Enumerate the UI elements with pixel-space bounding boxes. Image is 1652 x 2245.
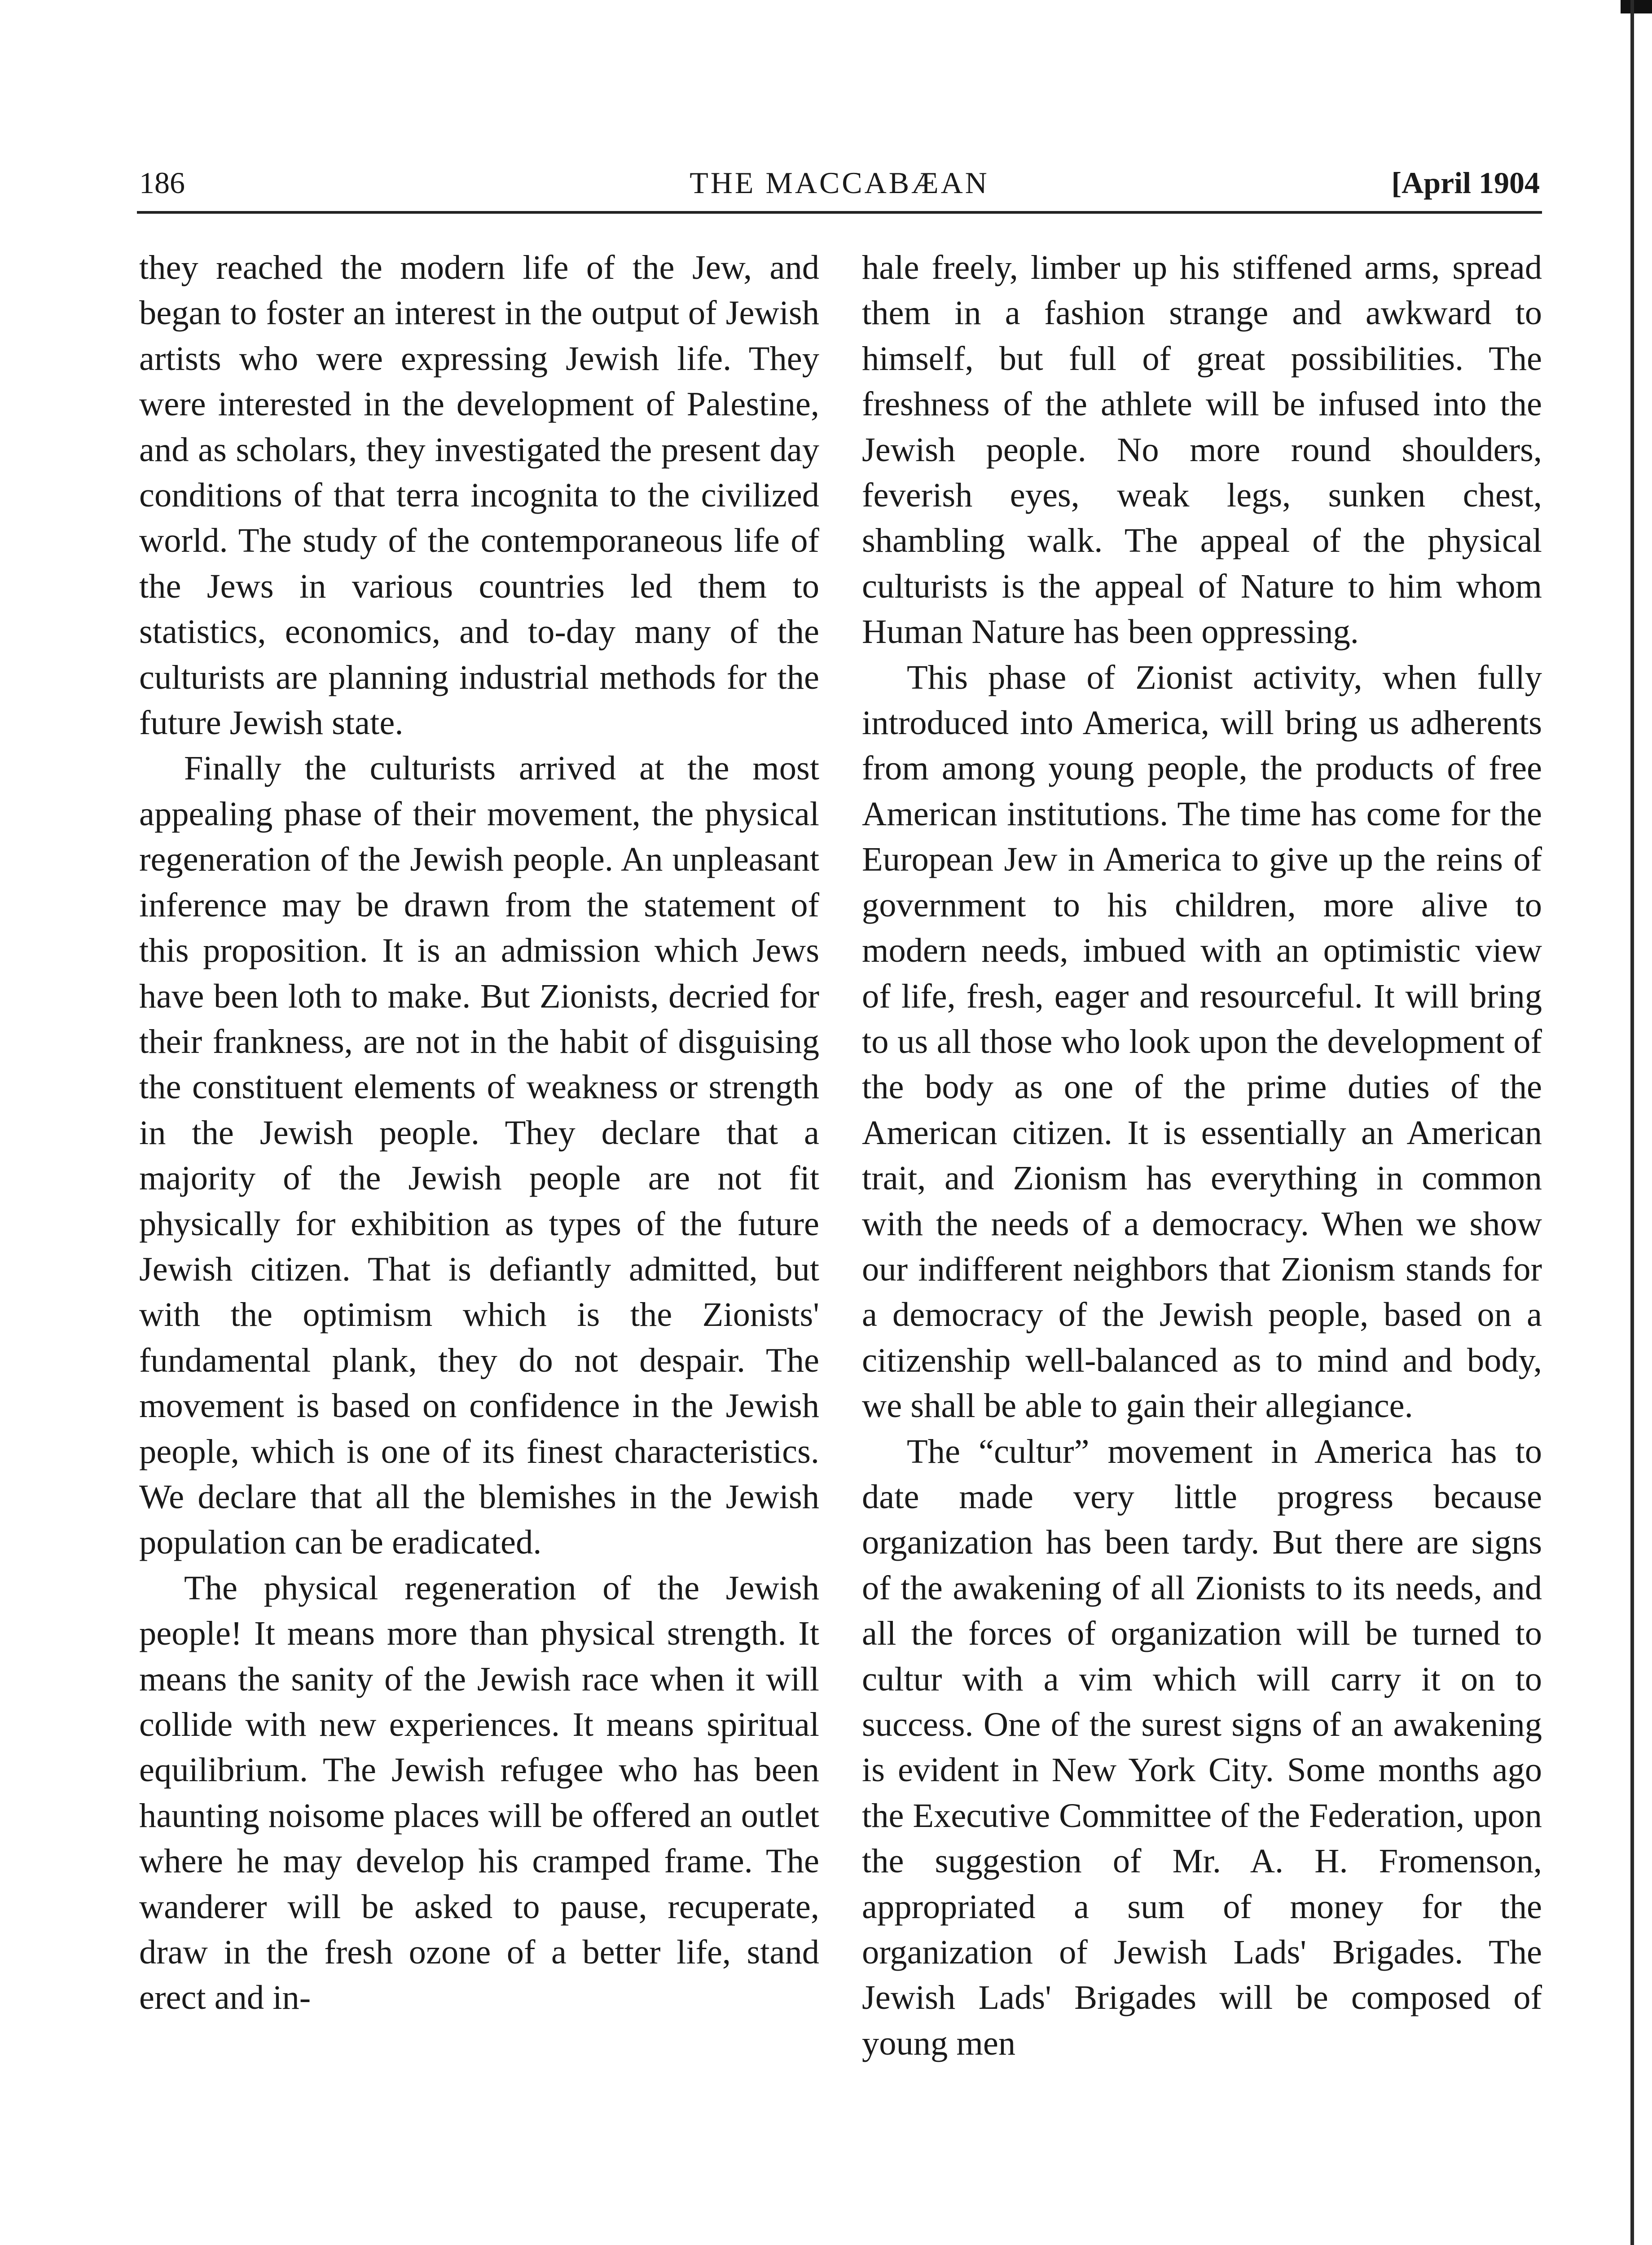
- paragraph-physical-regeneration: Finally the culturists arrived at the most appealing phase of their movement, the physical regeneration of the Jewish people. An unpleasant inference may be drawn from the statement of this proposition. It is an admission which Jews have been loth to make. But Zionists, decried for their frankness, are not in the habit of disguising the constituent elements of weakness or strength in the Jewish people. They declare that a majority of the Jewish people are not fit physically for exhibition as types of the future Jewish citizen. That is defiantly admitted, but with the optimism which is the Zionists' fundamental plank, they do not despair. The movement is based on confidence in the Jewish people, which is one of its finest characteristics. We declare that all the blemishes in the Jewish population can be eradicated.: [139, 749, 819, 1562]
- right-column: [862, 245, 1542, 2066]
- paragraph-breathe-freely: hale freely, limber up his stiffened arms, spread them in a fashion strange and awkward to himself, but full of great possibilities. The freshness of the athlete will be infused into the Jewish people. No more round shoulders, feverish eyes, weak legs, sunken chest, shambling walk. The appeal of the physical culturists is the appeal of Nature to him whom Human Nature has been oppressing.: [862, 248, 1542, 651]
- journal-title: THE MACCABÆAN: [690, 166, 989, 200]
- running-header: [139, 165, 1540, 215]
- paragraph-meaning-of-regeneration: The physical regeneration of the Jewish people! It means more than physical strength. It means the sanity of the Jewish race when it will collide with new experiences. It means spiritual equilibrium. The Jewish refugee who has been haunting noisome places will be offered an outlet where he may develop his cramped frame. The wanderer will be asked to pause, recuperate, draw in the fresh ozone of a better life, stand erect and in-: [139, 1568, 819, 2017]
- paragraph-cultur-movement: The “cultur” movement in America has to date made very little progress because organization has been tardy. But there are signs of the awakening of all Zionists to its needs, and all the forces of organization will be turned to cultur with a vim which will carry it on to success. One of the surest signs of an awakening is evident in New York City. Some months ago the Executive Committee of the Federation, upon the suggestion of Mr. A. H. Fromenson, appropriated a sum of money for the organization of Jewish Lads' Brigades. The Jewish Lads' Brigades will be composed of young men: [862, 1432, 1542, 2062]
- header-rule: [137, 211, 1542, 214]
- left-column: [139, 245, 819, 2020]
- issue-date: [April 1904: [1391, 166, 1540, 200]
- scan-corner-mark: [1621, 0, 1652, 13]
- page-number: 186: [139, 166, 185, 200]
- paragraph-zionist-activity: This phase of Zionist activity, when fully introduced into America, will bring us adherents from among young people, the products of free American institutions. The time has come for the European Jew in America to give up the reins of government to his children, more alive to modern needs, imbued with an optimistic view of life, fresh, eager and resourceful. It will bring to us all those who look upon the development of the body as one of the prime duties of the American citizen. It is essentially an American trait, and Zionism has everything in common with the needs of a democracy. When we show our indifferent neighbors that Zionism stands for a democracy of the Jewish people, based on a citizenship well-balanced as to mind and body, we shall be able to gain their allegiance.: [862, 658, 1542, 1425]
- paragraph-continued: they reached the modern life of the Jew, and began to foster an interest in the output of Jewish artists who were expressing Jewish life. They were interested in the development of Palestine, and as scholars, they investigated the present day conditions of that terra incognita to the civilized world. The study of the contemporaneous life of the Jews in various countries led them to statistics, economics, and to-day many of the culturists are planning industrial methods for the future Jewish state.: [139, 248, 819, 742]
- scan-page-edge: [1630, 0, 1634, 2245]
